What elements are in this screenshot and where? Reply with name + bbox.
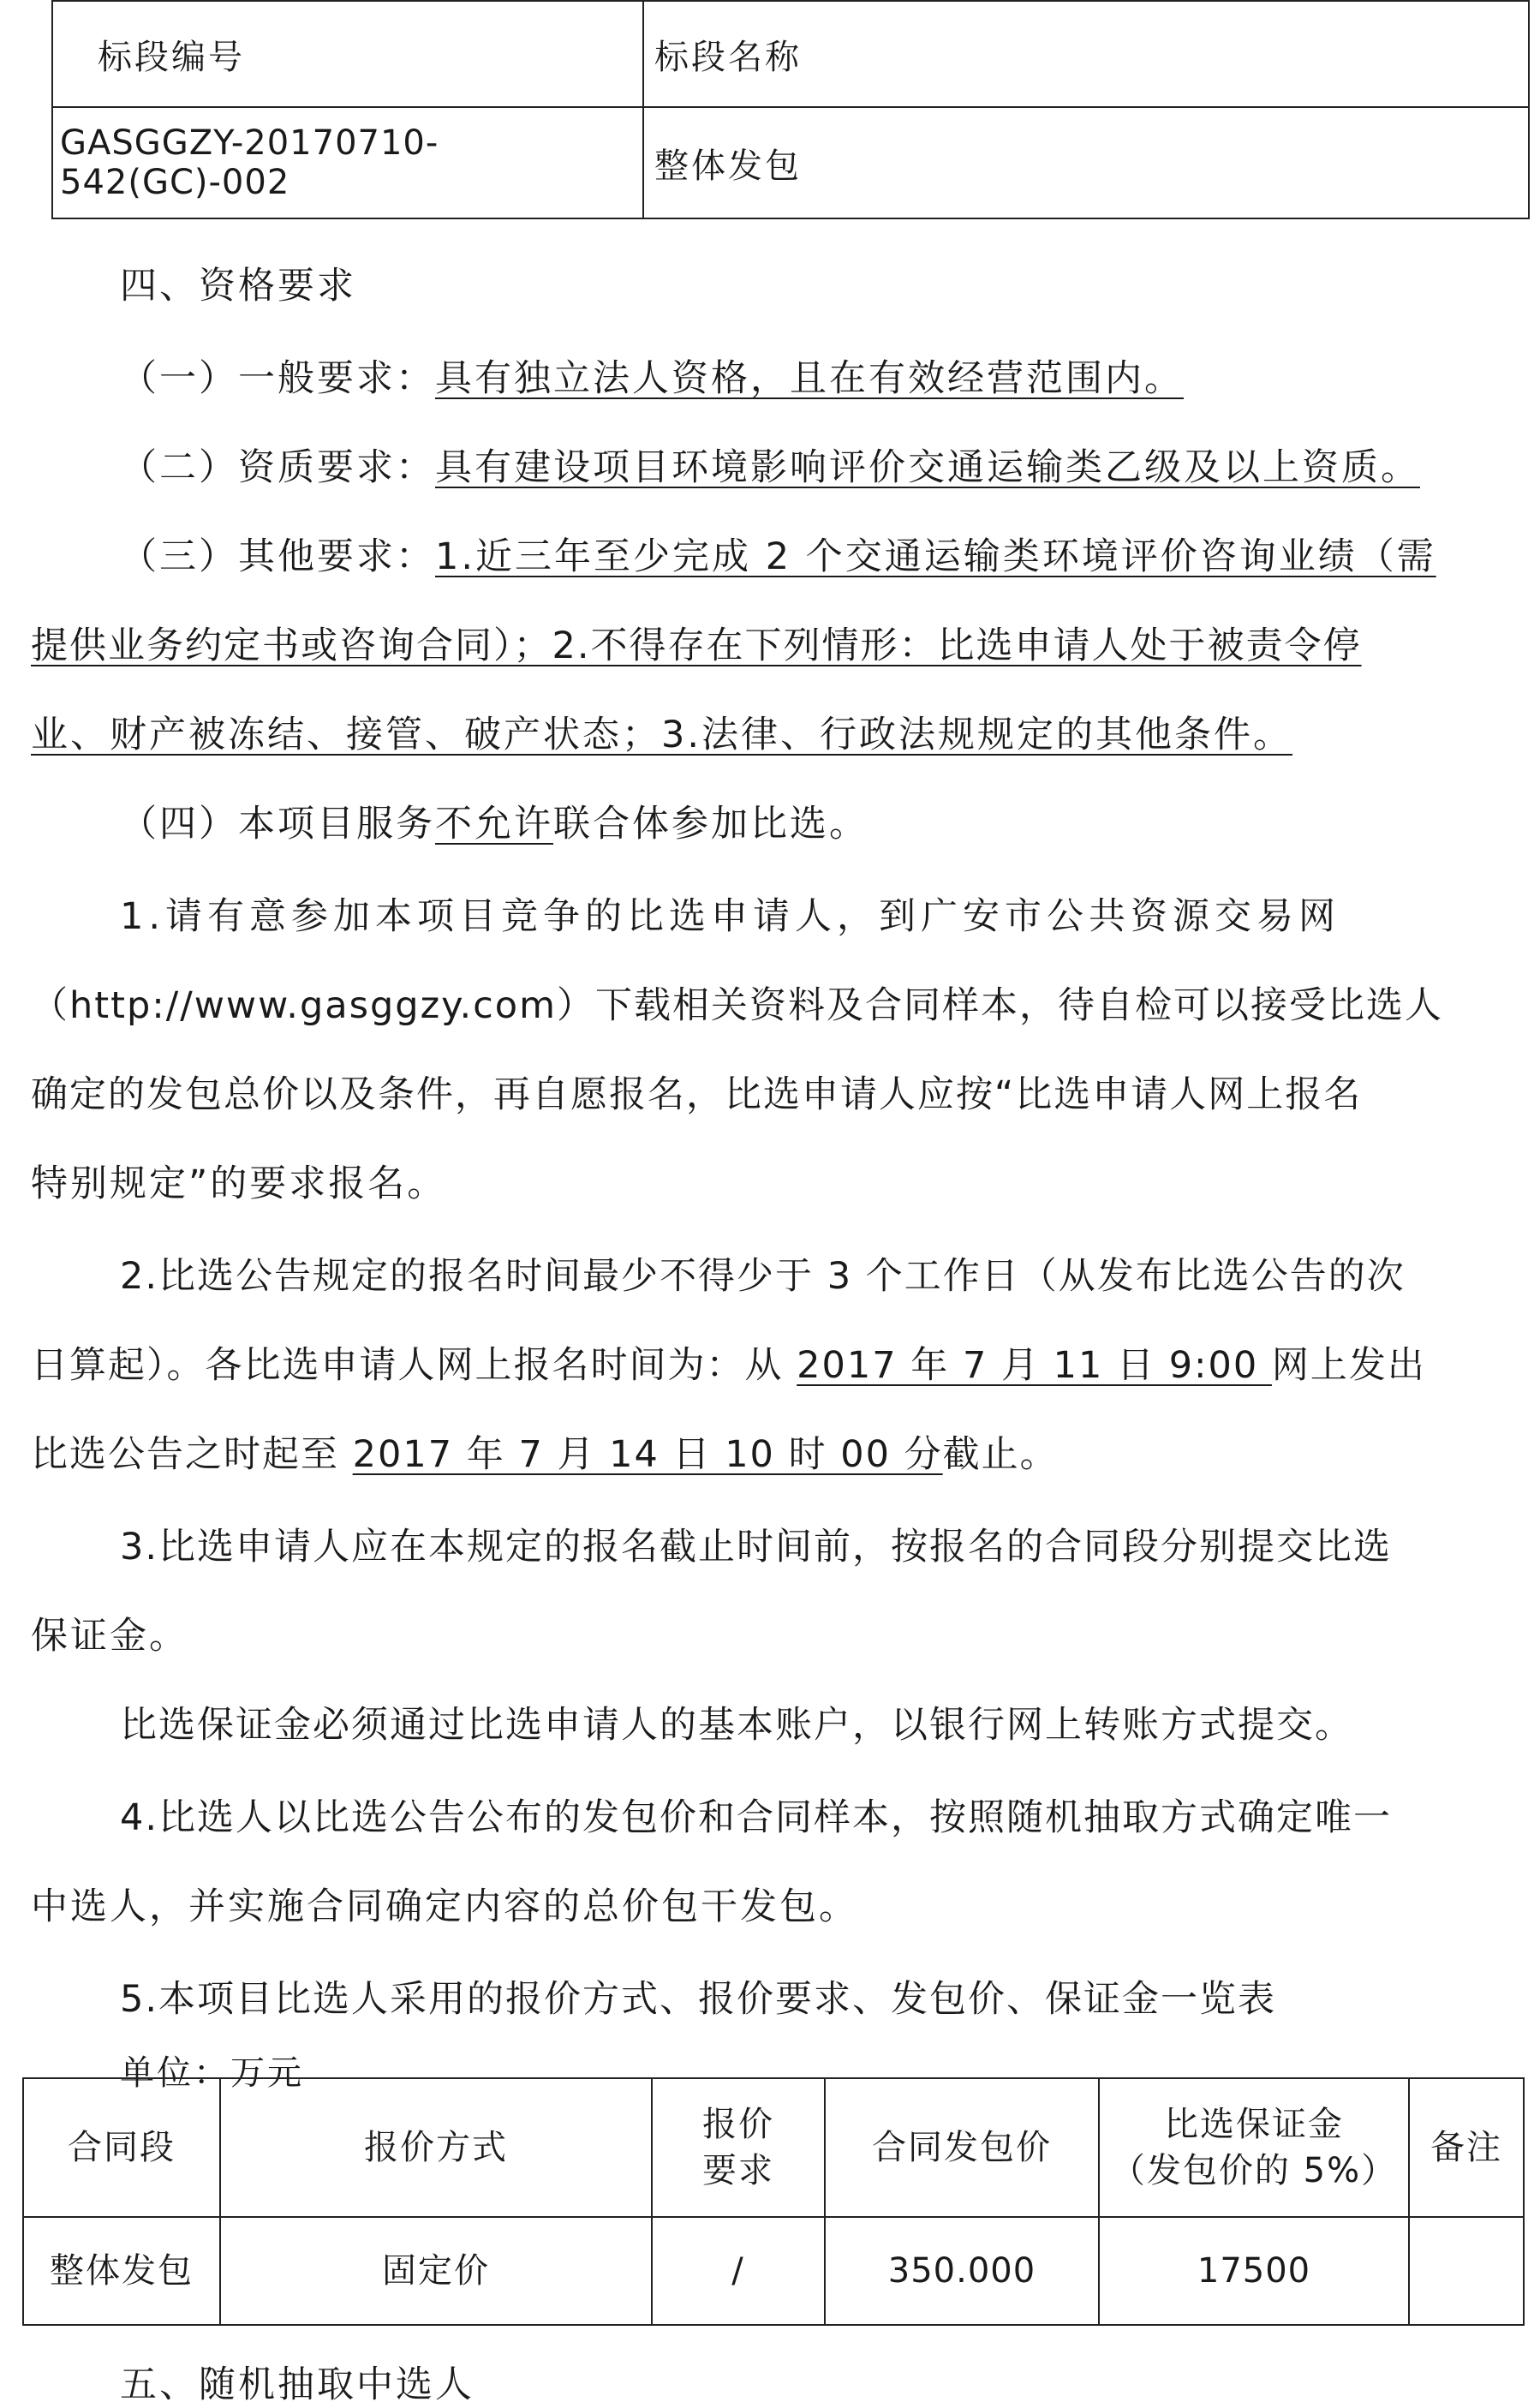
section-table	[51, 0, 1530, 219]
req-qualification	[120, 439, 1420, 491]
req-other-line1	[120, 528, 1436, 580]
req-general	[120, 350, 1184, 402]
cell-quote-method: 固定价	[220, 2217, 652, 2325]
section-5-heading: 五、随机抽取中选人	[120, 2363, 475, 2406]
unit-label: 单位：万元	[120, 2053, 304, 2093]
req-other-text-1: 1.近三年至少完成 2 个交通运输类环境评价咨询业绩（需	[435, 535, 1436, 578]
header-quote-requirement	[652, 2078, 825, 2217]
para2-line2-post: 网上发出	[1271, 1344, 1426, 1387]
quote-table-header-row	[23, 2078, 1524, 2217]
req-consortium-underlined: 不允许	[435, 803, 553, 845]
para2-line1: 2.比选公告规定的报名时间最少不得少于 3 个工作日（从发布比选公告的次	[120, 1255, 1406, 1298]
req-qualification-value: 具有建设项目环境影响评价交通运输类乙级及以上资质。	[435, 446, 1420, 489]
quote-table	[22, 2077, 1525, 2326]
para4-line2: 中选人，并实施合同确定内容的总价包干发包。	[31, 1885, 858, 1928]
para1-line4: 特别规定”的要求报名。	[31, 1162, 447, 1205]
para3-line3: 比选保证金必须通过比选申请人的基本账户，以银行网上转账方式提交。	[120, 1704, 1353, 1747]
para1-line1: 1.请有意参加本项目竞争的比选申请人，到广安市公共资源交易网	[120, 895, 1341, 938]
req-other-label: （三）其他要求：	[120, 535, 435, 578]
para5-line1: 5.本项目比选人采用的报价方式、报价要求、发包价、保证金一览表	[120, 1978, 1277, 2021]
req-other-line2: 提供业务约定书或咨询合同）；2.不得存在下列情形：比选申请人处于被责令停	[31, 624, 1362, 667]
para2-line3-pre: 比选公告之时起至	[31, 1433, 353, 1476]
cell-contract-price: 350.000	[825, 2217, 1099, 2325]
cell-section-name: 整体发包	[643, 107, 1529, 218]
header-contract-section: 合同段	[23, 2078, 220, 2217]
req-other-line3: 业、财产被冻结、接管、破产状态；3.法律、行政法规规定的其他条件。	[31, 714, 1293, 756]
para2-line2-pre: 日算起）。各比选申请人网上报名时间为：从	[31, 1344, 797, 1387]
header-section-name: 标段名称	[643, 1, 1529, 107]
header-deposit	[1099, 2078, 1409, 2217]
para3-line2: 保证金。	[31, 1615, 188, 1658]
quote-table-row	[23, 2217, 1524, 2325]
header-contract-price: 合同发包价	[825, 2078, 1099, 2217]
para2-line3	[31, 1425, 1059, 1478]
cell-remarks	[1409, 2217, 1524, 2325]
registration-start: 2017 年 7 月 11 日 9:00	[797, 1344, 1272, 1387]
registration-end: 2017 年 7 月 14 日 10 时 00 分	[352, 1433, 943, 1476]
req-consortium-post: 联合体参加比选。	[553, 803, 868, 845]
req-general-label: （一）一般要求：	[120, 357, 435, 400]
req-general-value: 具有独立法人资格，且在有效经营范围内。	[435, 357, 1184, 400]
cell-contract-section: 整体发包	[23, 2217, 220, 2325]
table-header-row	[52, 1, 1529, 107]
cell-section-number: GASGGZY-20170710-542(GC)-002	[52, 107, 643, 218]
req-qualification-label: （二）资质要求：	[120, 446, 435, 489]
req-consortium	[120, 795, 868, 847]
header-quote-requirement-2: 要求	[702, 2151, 774, 2190]
para1-line2: （http://www.gasggzy.com）下载相关资料及合同样本，待自检可以接受比选人	[31, 984, 1443, 1027]
header-section-number-text: 标段编号	[98, 37, 245, 77]
header-deposit-1: 比选保证金	[1164, 2105, 1344, 2144]
req-consortium-pre: （四）本项目服务	[120, 803, 435, 845]
cell-deposit: 17500	[1099, 2217, 1409, 2325]
para1-line3: 确定的发包总价以及条件，再自愿报名，比选申请人应按“比选申请人网上报名	[31, 1073, 1363, 1116]
header-remarks: 备注	[1409, 2078, 1524, 2217]
header-deposit-2: （发包价的 5%）	[1110, 2151, 1398, 2190]
para2-line3-post: 截止。	[942, 1433, 1059, 1476]
section-4-heading: 四、资格要求	[120, 265, 356, 308]
header-quote-method: 报价方式	[220, 2078, 652, 2217]
para4-line1: 4.比选人以比选公告公布的发包价和合同样本，按照随机抽取方式确定唯一	[120, 1796, 1393, 1839]
para2-line2	[31, 1336, 1426, 1389]
header-section-number	[52, 1, 643, 107]
header-quote-requirement-1: 报价	[702, 2105, 774, 2144]
cell-quote-requirement: /	[652, 2217, 825, 2325]
para3-line1: 3.比选申请人应在本规定的报名截止时间前，按报名的合同段分别提交比选	[120, 1526, 1393, 1568]
table-row	[52, 107, 1529, 218]
